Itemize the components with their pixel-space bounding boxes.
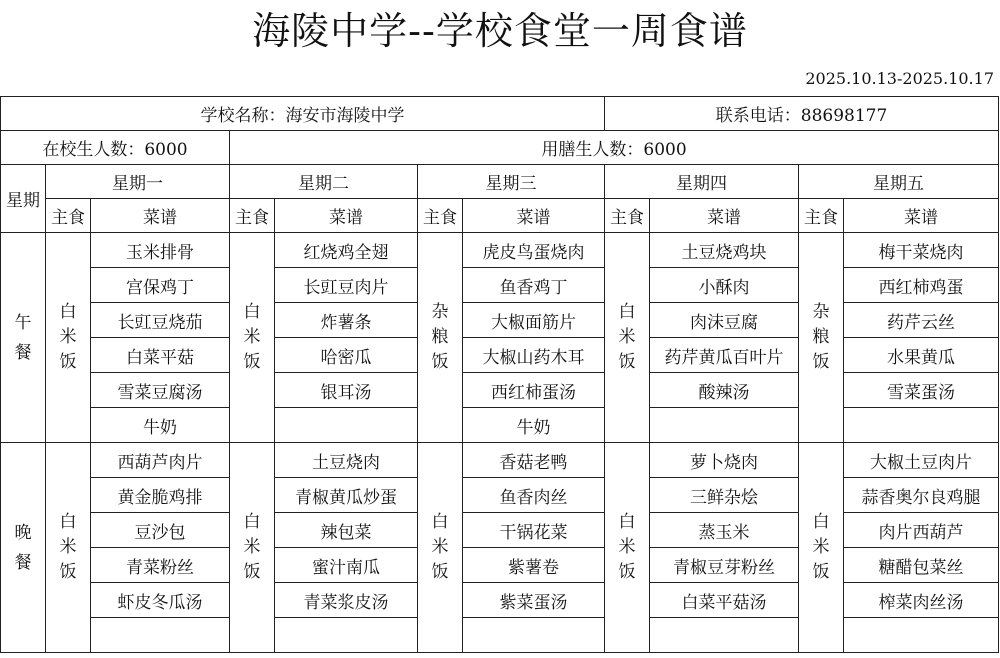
dish-lunch-fri: 雪菜蛋汤 [844, 373, 999, 408]
dish-lunch-thu: 药芹黄瓜百叶片 [650, 338, 799, 373]
dish-lunch-tue: 哈密瓜 [275, 338, 418, 373]
diners-cell [230, 131, 999, 165]
date-range: 2025.10.13-2025.10.17 [805, 69, 994, 88]
staple-char: 杂 [812, 302, 830, 322]
staple-dinner-tue [230, 443, 275, 653]
weekday-header: 星期 [1, 165, 46, 233]
dish-dinner-fri: 糖醋包菜丝 [844, 548, 999, 583]
school-name-value: 海安市海陵中学 [285, 106, 405, 126]
student-count-row [1, 131, 999, 165]
dish-lunch-tue: 红烧鸡全翅 [275, 233, 418, 268]
staple-char: 白 [59, 512, 77, 532]
students-value: 6000 [144, 140, 188, 160]
dish-lunch-wed: 大椒山药木耳 [463, 338, 605, 373]
staple-char: 米 [618, 537, 636, 557]
dish-dinner-tue: 青菜浆皮汤 [275, 583, 418, 618]
weekday-row [1, 165, 999, 199]
staple-dinner-wed [418, 443, 463, 653]
dish-dinner-thu: 萝卜烧肉 [650, 443, 799, 478]
staple-header: 主食 [418, 199, 463, 233]
dish-dinner-mon [91, 618, 230, 653]
menu-row-lunch [1, 373, 999, 408]
staple-lunch-wed [418, 233, 463, 443]
dish-dinner-fri: 大椒土豆肉片 [844, 443, 999, 478]
dish-lunch-fri [844, 408, 999, 443]
staple-char: 白 [618, 302, 636, 322]
menu-row-dinner [1, 478, 999, 513]
day-header-thu: 星期四 [605, 165, 799, 199]
dish-lunch-mon: 宫保鸡丁 [91, 268, 230, 303]
menu-row-dinner [1, 583, 999, 618]
dish-dinner-mon: 西葫芦肉片 [91, 443, 230, 478]
staple-header: 主食 [605, 199, 650, 233]
dishes-header: 菜谱 [275, 199, 418, 233]
day-header-tue: 星期二 [230, 165, 418, 199]
dish-lunch-fri: 水果黄瓜 [844, 338, 999, 373]
students-cell [1, 131, 230, 165]
dish-dinner-thu [650, 618, 799, 653]
staple-char: 米 [431, 537, 449, 557]
dish-lunch-tue: 炸薯条 [275, 303, 418, 338]
staple-char: 饭 [243, 562, 261, 582]
dish-dinner-wed: 干锅花菜 [463, 513, 605, 548]
dish-dinner-fri [844, 618, 999, 653]
day-header-wed: 星期三 [418, 165, 605, 199]
dish-lunch-mon: 长豇豆烧茄 [91, 303, 230, 338]
subheader-row [1, 199, 999, 233]
diners-label: 用膳生人数： [541, 140, 644, 160]
dish-dinner-wed [463, 618, 605, 653]
meal-label-char: 晚 [14, 522, 32, 543]
day-header-fri: 星期五 [799, 165, 999, 199]
staple-char: 米 [243, 327, 261, 347]
staple-lunch-thu [605, 233, 650, 443]
dish-lunch-mon: 白菜平菇 [91, 338, 230, 373]
staple-char: 饭 [812, 562, 830, 582]
dish-dinner-wed: 鱼香肉丝 [463, 478, 605, 513]
page-title: 海陵中学--学校食堂一周食谱 [252, 9, 748, 53]
dish-lunch-wed: 大椒面筋片 [463, 303, 605, 338]
dish-lunch-wed: 虎皮鸟蛋烧肉 [463, 233, 605, 268]
dish-lunch-thu: 土豆烧鸡块 [650, 233, 799, 268]
dish-dinner-thu: 青椒豆芽粉丝 [650, 548, 799, 583]
staple-char: 饭 [59, 352, 77, 372]
dish-lunch-mon: 玉米排骨 [91, 233, 230, 268]
menu-row-dinner [1, 618, 999, 653]
staple-dinner-mon [46, 443, 91, 653]
dish-dinner-thu: 三鲜杂烩 [650, 478, 799, 513]
dish-dinner-fri: 榨菜肉丝汤 [844, 583, 999, 618]
dish-dinner-wed: 香菇老鸭 [463, 443, 605, 478]
dish-lunch-thu: 小酥肉 [650, 268, 799, 303]
school-info-row [1, 97, 999, 131]
dish-lunch-fri: 西红柿鸡蛋 [844, 268, 999, 303]
meal-label-lunch [1, 233, 46, 443]
meal-label-char: 餐 [14, 552, 32, 573]
diners-value: 6000 [643, 140, 687, 160]
staple-header: 主食 [46, 199, 91, 233]
menu-row-lunch [1, 408, 999, 443]
dish-lunch-thu: 酸辣汤 [650, 373, 799, 408]
menu-row-dinner [1, 548, 999, 583]
staple-lunch-mon [46, 233, 91, 443]
staple-char: 米 [618, 327, 636, 347]
staple-lunch-tue [230, 233, 275, 443]
menu-row-lunch [1, 268, 999, 303]
staple-char: 杂 [431, 302, 449, 322]
dish-dinner-fri: 蒜香奥尔良鸡腿 [844, 478, 999, 513]
meal-label-dinner [1, 443, 46, 653]
dish-lunch-wed: 西红柿蛋汤 [463, 373, 605, 408]
staple-char: 饭 [431, 352, 449, 372]
dish-dinner-tue: 青椒黄瓜炒蛋 [275, 478, 418, 513]
menu-row-dinner [1, 443, 999, 478]
staple-dinner-thu [605, 443, 650, 653]
menu-row-dinner [1, 513, 999, 548]
staple-char: 白 [431, 512, 449, 532]
menu-row-lunch [1, 338, 999, 373]
dish-dinner-thu: 白菜平菇汤 [650, 583, 799, 618]
dish-lunch-mon: 雪菜豆腐汤 [91, 373, 230, 408]
dish-lunch-thu [650, 408, 799, 443]
dish-dinner-wed: 紫菜蛋汤 [463, 583, 605, 618]
staple-char: 饭 [812, 352, 830, 372]
menu-row-lunch [1, 233, 999, 268]
school-name-label: 学校名称： [200, 106, 286, 126]
staple-char: 饭 [243, 352, 261, 372]
staple-char: 白 [243, 512, 261, 532]
dish-dinner-tue: 辣包菜 [275, 513, 418, 548]
dish-dinner-fri: 肉片西葫芦 [844, 513, 999, 548]
dish-lunch-tue [275, 408, 418, 443]
staple-char: 白 [812, 512, 830, 532]
dish-lunch-thu: 肉沫豆腐 [650, 303, 799, 338]
dish-lunch-mon: 牛奶 [91, 408, 230, 443]
menu-table [0, 96, 999, 653]
dish-dinner-mon: 豆沙包 [91, 513, 230, 548]
staple-header: 主食 [799, 199, 844, 233]
staple-char: 白 [243, 302, 261, 322]
meal-label-char: 午 [14, 312, 32, 333]
dish-lunch-tue: 银耳汤 [275, 373, 418, 408]
dish-dinner-thu: 蒸玉米 [650, 513, 799, 548]
dishes-header: 菜谱 [844, 199, 999, 233]
day-header-mon: 星期一 [46, 165, 230, 199]
school-name-cell [1, 97, 605, 131]
staple-char: 白 [59, 302, 77, 322]
students-label: 在校生人数： [42, 140, 145, 160]
dish-dinner-tue: 蜜汁南瓜 [275, 548, 418, 583]
meal-label-char: 餐 [14, 342, 32, 363]
dish-lunch-wed: 鱼香鸡丁 [463, 268, 605, 303]
menu-row-lunch [1, 303, 999, 338]
dishes-header: 菜谱 [650, 199, 799, 233]
staple-header: 主食 [230, 199, 275, 233]
staple-char: 米 [59, 537, 77, 557]
staple-char: 饭 [618, 352, 636, 372]
dishes-header: 菜谱 [91, 199, 230, 233]
staple-char: 白 [618, 512, 636, 532]
phone-value: 88698177 [800, 106, 888, 126]
staple-char: 粮 [431, 327, 449, 347]
dish-dinner-tue [275, 618, 418, 653]
dish-dinner-mon: 虾皮冬瓜汤 [91, 583, 230, 618]
staple-char: 粮 [812, 327, 830, 347]
staple-lunch-fri [799, 233, 844, 443]
staple-char: 饭 [431, 562, 449, 582]
dish-lunch-fri: 药芹云丝 [844, 303, 999, 338]
staple-char: 米 [812, 537, 830, 557]
dish-dinner-mon: 黄金脆鸡排 [91, 478, 230, 513]
staple-char: 饭 [618, 562, 636, 582]
dish-lunch-tue: 长豇豆肉片 [275, 268, 418, 303]
phone-label: 联系电话： [715, 106, 801, 126]
dish-dinner-tue: 土豆烧肉 [275, 443, 418, 478]
phone-cell [605, 97, 999, 131]
staple-char: 米 [243, 537, 261, 557]
staple-char: 饭 [59, 562, 77, 582]
dish-dinner-mon: 青菜粉丝 [91, 548, 230, 583]
dish-lunch-wed: 牛奶 [463, 408, 605, 443]
dish-dinner-wed: 紫薯卷 [463, 548, 605, 583]
staple-dinner-fri [799, 443, 844, 653]
dishes-header: 菜谱 [463, 199, 605, 233]
staple-char: 米 [59, 327, 77, 347]
dish-lunch-fri: 梅干菜烧肉 [844, 233, 999, 268]
